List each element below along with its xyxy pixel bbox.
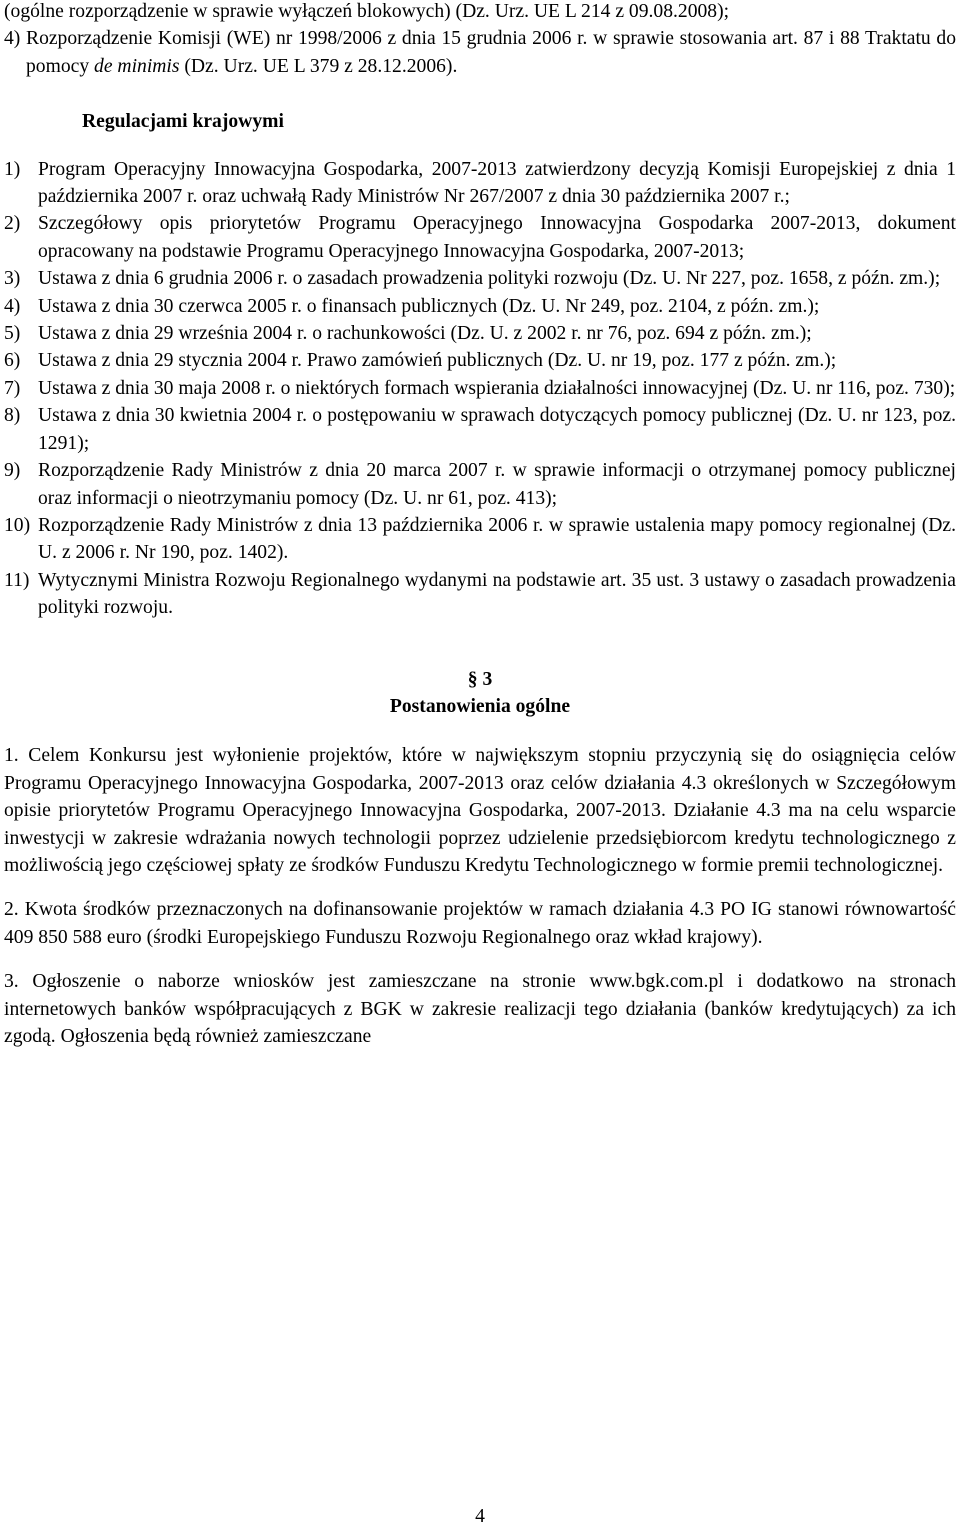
list-item [4, 347, 956, 374]
list-item-text: Ustawa z dnia 29 stycznia 2004 r. Prawo zamówień publicznych (Dz. U. nr 19, poz. 177 z późn. zm.); [38, 350, 837, 372]
intro-item-4-number: 4) [4, 28, 21, 50]
intro-item-4-text-a: Rozporządzenie Komisji (WE) nr 1998/2006 z dnia 15 grudnia 2006 r. w sprawie stosowania art. 87 i 88 Traktatu do pomocy [26, 28, 956, 77]
list-item-text: Ustawa z dnia 30 maja 2008 r. o niektórych formach wspierania działalności innowacyjnej (Dz. U. nr 116, poz. 730); [38, 377, 956, 399]
list-item [4, 156, 956, 211]
paragraph-3 [4, 968, 956, 1050]
intro-item-4 [4, 25, 956, 80]
intro-item-4-italic: de minimis [94, 55, 180, 77]
paragraph-2: 2. Kwota środków przeznaczonych na dofinansowanie projektów w ramach działania 4.3 PO IG stanowi równowartość 409 850 588 euro (środki Europejskiego Funduszu Rozwoju Regionalnego oraz wkład krajowy). [4, 899, 956, 948]
list-item-text: Rozporządzenie Rady Ministrów z dnia 13 października 2006 r. w sprawie ustalenia mapy pomocy regionalnej (Dz. U. z 2006 r. Nr 190, poz. 1402). [38, 514, 956, 564]
list-item-text: Wytycznymi Ministra Rozwoju Regionalnego wydanymi na podstawie art. 35 ust. 3 ustawy o zasadach prowadzenia polityki rozwoju. [38, 569, 956, 619]
list-item-text: Ustawa z dnia 30 czerwca 2005 r. o finansach publicznych (Dz. U. Nr 249, poz. 2104, z późn. zm.); [38, 295, 820, 317]
list-item [4, 402, 956, 457]
section-title: Postanowienia ogólne [389, 695, 571, 717]
list-item-text: Program Operacyjny Innowacyjna Gospodarka, 2007-2013 zatwierdzony decyzją Komisji Europejskiej z dnia 1 października 2007 r. oraz uchwałą Rady Ministrów Nr 267/2007 z dnia 30 października 2007 r.; [38, 158, 956, 208]
list-item-number: 5) [4, 323, 21, 345]
intro-item-4-text-b: (Dz. Urz. UE L 379 z 28.12.2006). [179, 55, 458, 77]
list-item [4, 375, 956, 402]
paragraph-3-text-a: 3. Ogłoszenie o naborze wniosków jest zamieszczane na stronie [4, 971, 590, 993]
section-header [4, 666, 956, 721]
paragraph-3-text-b: i dodatkowo na stronach internetowych banków współpracujących z BGK w zakresie realizacji tego działania (banków kredytujących) za ich zgodą. Ogłoszenia będą również zamieszczane [4, 971, 956, 1047]
list-item-text: Rozporządzenie Rady Ministrów z dnia 20 marca 2007 r. w sprawie informacji o otrzymanej pomocy publicznej oraz informacji o nieotrzymaniu pomocy (Dz. U. nr 61, poz. 413); [38, 460, 956, 509]
list-item [4, 210, 956, 265]
section-number: § 3 [467, 668, 493, 690]
national-regulations-heading: Regulacjami krajowymi [82, 111, 284, 133]
list-item [4, 320, 956, 347]
list-item [4, 457, 956, 512]
list-item-number: 3) [4, 268, 21, 290]
list-item-number: 7) [4, 377, 21, 399]
paragraph-1: 1. Celem Konkursu jest wyłonienie projektów, które w największym stopniu przyczynią się do osiągnięcia celów Programu Operacyjnego Innowacyjna Gospodarka, 2007-2013 oraz celów działania 4.3 określonych w Szczegółowym opisie priorytetów Programu Operacyjnego Innowacyjna Gospodarka, 2007-2013. Działanie 4.3 ma na celu wsparcie inwestycji w zakresie wdrażania nowych technologii poprzez udzielenie przedsiębiorcom kredytu technologicznego z możliwością jego częściowej spłaty ze środków Funduszu Kredytu Technologicznego w formie premii technologicznej. [4, 745, 956, 876]
intro-item-4-text [26, 25, 956, 80]
bgk-website-link[interactable] [589, 971, 723, 992]
national-regulations-list [4, 156, 956, 622]
list-item-number: 11) [4, 569, 30, 591]
page-number: 4 [475, 1506, 485, 1527]
list-item-text: Szczegółowy opis priorytetów Programu Operacyjnego Innowacyjna Gospodarka 2007-2013, dokument opracowany na podstawie Programu Operacyjnego Innowacyjna Gospodarka, 2007-2013; [38, 213, 956, 262]
list-item [4, 265, 956, 292]
list-item-number: 2) [4, 213, 21, 235]
list-item-text: Ustawa z dnia 6 grudnia 2006 r. o zasadach prowadzenia polityki rozwoju (Dz. U. Nr 227, poz. 1658, z późn. zm.); [38, 268, 941, 290]
list-item-number: 4) [4, 295, 21, 317]
bgk-website-link-text: www.bgk.com.pl [589, 971, 724, 993]
intro-continuation: (ogólne rozporządzenie w sprawie wyłączeń blokowych) (Dz. Urz. UE L 214 z 09.08.2008); [4, 1, 730, 22]
list-item-number: 6) [4, 350, 21, 372]
list-item [4, 567, 956, 622]
list-item-text: Ustawa z dnia 30 kwietnia 2004 r. o postępowaniu w sprawach dotyczących pomocy publicznej (Dz. U. nr 123, poz. 1291); [38, 405, 956, 454]
list-item [4, 512, 956, 567]
list-item-number: 9) [4, 460, 21, 482]
list-item-text: Ustawa z dnia 29 września 2004 r. o rachunkowości (Dz. U. z 2002 r. nr 76, poz. 694 z późn. zm.); [38, 323, 812, 345]
list-item-number: 1) [4, 158, 21, 180]
list-item [4, 293, 956, 320]
list-item-number: 8) [4, 405, 21, 427]
list-item-number: 10) [4, 514, 31, 536]
